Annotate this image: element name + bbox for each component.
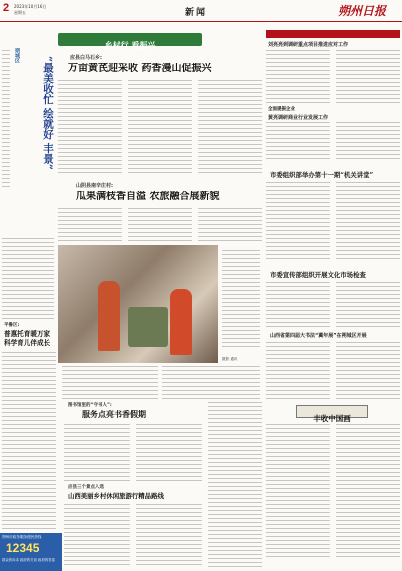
right-body xyxy=(266,50,330,104)
bm-body-1 xyxy=(136,424,202,482)
bottom-mid-story1 xyxy=(64,402,204,482)
weekday: 星期五 xyxy=(14,10,26,15)
hotline-sub: 群众的诉求 政府的关切 政府的答卷 xyxy=(2,558,56,562)
bl-body xyxy=(2,352,56,532)
right-headline-1: 刘亮亮到调研重点项目推进应对工作 xyxy=(268,42,349,48)
story1-kicker: 应县白马石乡: xyxy=(70,55,103,61)
right-body xyxy=(336,424,400,558)
story1-body xyxy=(128,80,192,176)
right-body xyxy=(266,182,330,262)
bm-title-2: 山西美丽乡村休闲旅游行精品路线 xyxy=(68,492,164,500)
right-body xyxy=(266,282,330,328)
photo-figure xyxy=(170,289,192,355)
date-line: 2023年10月16日 xyxy=(14,4,47,9)
section-title: 新闻 xyxy=(185,8,208,18)
right-body xyxy=(336,122,400,162)
page-number: 2 xyxy=(3,2,10,14)
right-body xyxy=(336,182,400,262)
photo-caption: 摄影 通讯 xyxy=(222,357,238,361)
hotline-label: 朔州市政务服务便民热线 xyxy=(2,535,42,539)
page-header xyxy=(0,0,402,22)
story2-kicker: 山阴县南辛庄村: xyxy=(76,183,114,189)
mid-body-upper xyxy=(162,366,260,400)
bm-kicker-2: 应县三个景点入选 xyxy=(68,485,104,490)
bm-kicker-1: 图书馆里的“守书人”: xyxy=(68,403,112,408)
story1-body xyxy=(198,80,262,176)
story2-body xyxy=(198,208,262,242)
story2-title: 瓜果满枝香自溢 农旅融合展新貌 xyxy=(76,191,220,202)
hotline-number: 12345 xyxy=(6,541,40,555)
bm-body-2 xyxy=(136,504,202,568)
left-headline: “最美收忙 绘就好 丰景” xyxy=(42,56,54,170)
right-headline-6: 丰收中国画 xyxy=(313,414,351,423)
column-banner xyxy=(58,33,202,50)
right-headline-5: 山西省第四届大书法“翼年展”在朔城区开展 xyxy=(270,333,367,339)
right-body xyxy=(336,50,400,104)
right-headline-3: 市委组织部举办第十一期“机关讲堂” xyxy=(270,171,374,179)
right-sub-1: 全面提振企业 xyxy=(268,107,295,112)
newspaper-logo: 朔州日报 xyxy=(338,4,387,18)
left-column xyxy=(2,38,54,298)
bl-title: 普惠托育暖万家 科学育儿伴成长 xyxy=(4,330,51,347)
right-headline-6-box xyxy=(296,405,368,423)
story1-body xyxy=(58,80,122,176)
story2-body xyxy=(58,208,122,242)
bm-body-2 xyxy=(64,504,130,568)
bm-body-1 xyxy=(64,424,130,482)
right-column xyxy=(266,30,400,560)
story1 xyxy=(58,48,262,188)
mid-body-upper xyxy=(62,366,158,400)
right-tag xyxy=(266,30,400,38)
left-kicker: 朔城区 xyxy=(14,48,20,63)
right-headline-4: 市委宣传部组织开展文化市场检查 xyxy=(270,271,366,279)
right-headline-2: 黄亮调研商业行业发展工作 xyxy=(268,115,329,121)
photo-figure xyxy=(98,281,120,351)
bottom-mid-story2 xyxy=(64,484,204,570)
banner-title: 乡村行 看振兴 xyxy=(104,40,156,50)
photo-figure xyxy=(128,307,168,347)
news-photo xyxy=(58,245,218,363)
right-body xyxy=(336,342,400,400)
story1-title: 万亩黄芪迎采收 药香漫山促振兴 xyxy=(68,63,212,74)
right-body xyxy=(336,282,400,328)
mid-right-body xyxy=(208,402,262,568)
right-body xyxy=(266,122,330,162)
left-body-text xyxy=(2,238,54,322)
story2-body xyxy=(128,208,192,242)
left-body-text xyxy=(2,50,10,190)
bm-title-1: 服务点亮书香假期 xyxy=(82,409,146,419)
bl-kicker: 平鲁区: xyxy=(4,323,20,328)
photo-side-text xyxy=(222,250,260,350)
hotline-ad xyxy=(0,533,62,571)
right-body xyxy=(266,342,330,400)
right-body xyxy=(266,424,330,558)
